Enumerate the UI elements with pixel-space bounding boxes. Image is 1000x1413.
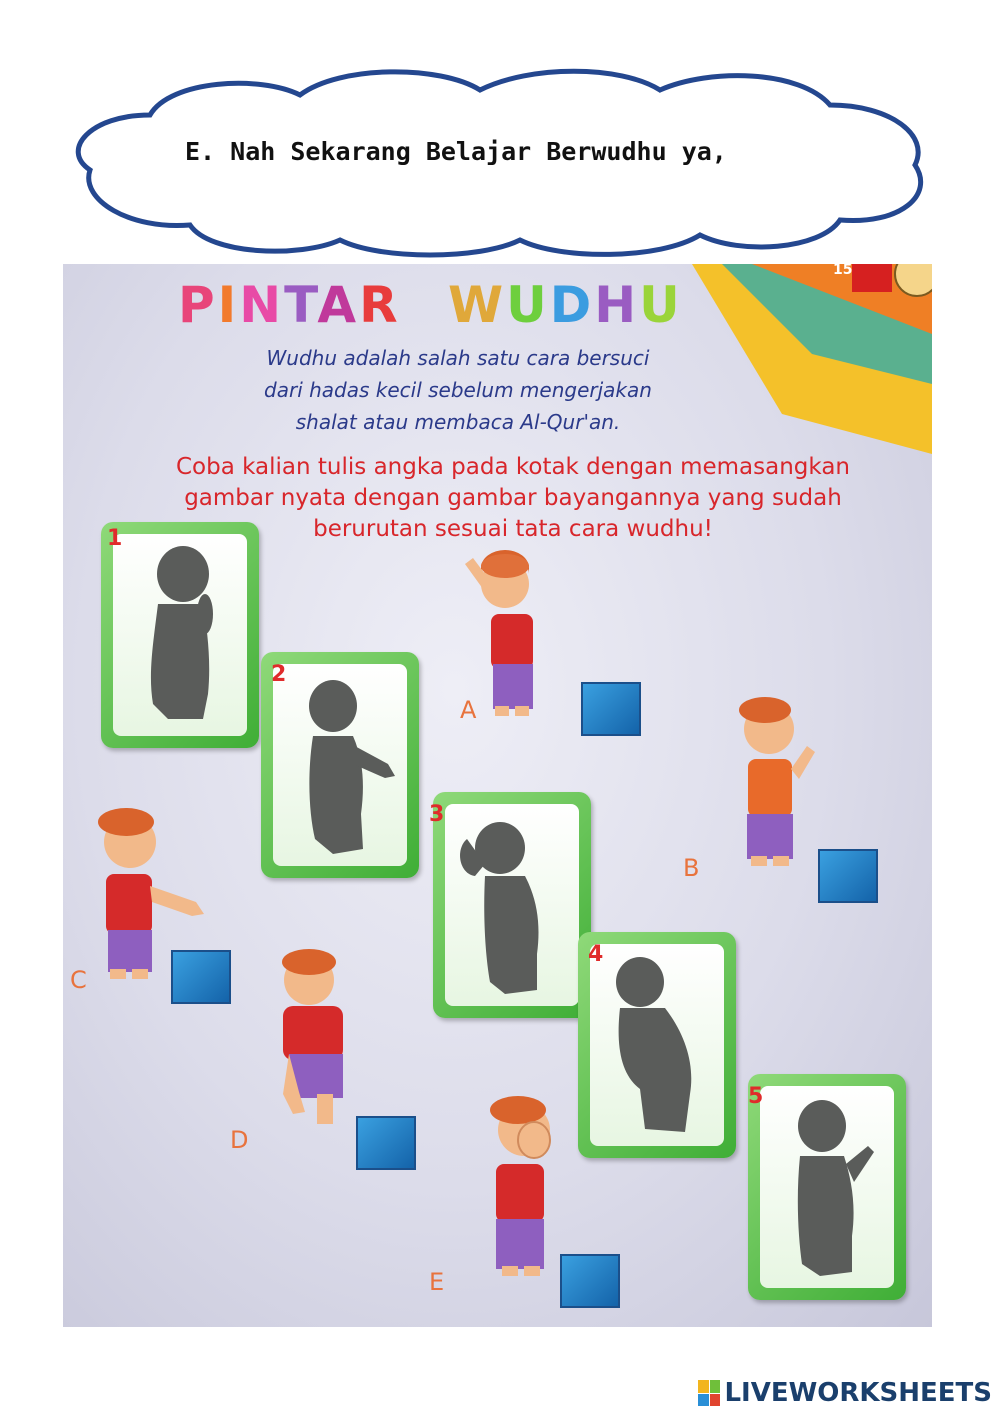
answer-box-c[interactable]	[171, 950, 231, 1004]
option-letter-a: A	[460, 696, 477, 724]
intro-line: dari hadas kecil sebelum mengerjakan	[264, 378, 652, 402]
option-letter-b: B	[683, 854, 700, 882]
intro-line: shalat atau membaca Al-Qur'an.	[295, 410, 621, 434]
silhouette-icon	[113, 534, 247, 736]
logo-icon	[698, 1380, 720, 1406]
silhouette-card-2	[261, 652, 419, 878]
option-letter-e: E	[429, 1268, 445, 1296]
answer-box-e[interactable]	[560, 1254, 620, 1308]
silhouette-icon	[590, 944, 724, 1146]
corner-badge: 15	[833, 264, 853, 278]
corner-decoration	[692, 264, 932, 454]
boy-figure-d	[253, 944, 373, 1144]
intro-line: Wudhu adalah salah satu cara bersuci	[266, 346, 650, 370]
instruction-line: Coba kalian tulis angka pada kotak dengan memasangkan	[176, 454, 850, 480]
activity-title: E. Nah Sekarang Belajar Berwudhu ya,	[185, 137, 727, 166]
boy-figure-b	[703, 684, 843, 874]
option-letter-d: D	[230, 1126, 249, 1154]
silhouette-icon	[760, 1086, 894, 1288]
card-number: 3	[429, 802, 445, 827]
answer-box-a[interactable]	[581, 682, 641, 736]
silhouette-card-5	[748, 1074, 906, 1300]
silhouette-card-1	[101, 522, 259, 748]
brand-name: LIVEWORKSHEETS	[724, 1378, 992, 1408]
card-number: 4	[588, 942, 604, 967]
intro-text	[223, 342, 693, 438]
worksheet-panel	[63, 264, 932, 1327]
silhouette-icon	[273, 664, 407, 866]
silhouette-card-4	[578, 932, 736, 1158]
instruction-line: berurutan sesuai tata cara wudhu!	[313, 516, 713, 542]
liveworksheets-logo	[698, 1378, 992, 1408]
title-pintar: PINTAR	[178, 276, 401, 334]
card-number: 2	[271, 662, 287, 687]
title-wudhu: WUDHU	[448, 276, 683, 334]
instruction-line: gambar nyata dengan gambar bayangannya yang sudah	[184, 485, 842, 511]
answer-box-d[interactable]	[356, 1116, 416, 1170]
silhouette-icon	[445, 804, 579, 1006]
answer-box-b[interactable]	[818, 849, 878, 903]
card-number: 1	[107, 526, 123, 551]
silhouette-card-3	[429, 792, 591, 1018]
option-letter-c: C	[70, 966, 87, 994]
card-number: 5	[748, 1084, 764, 1109]
